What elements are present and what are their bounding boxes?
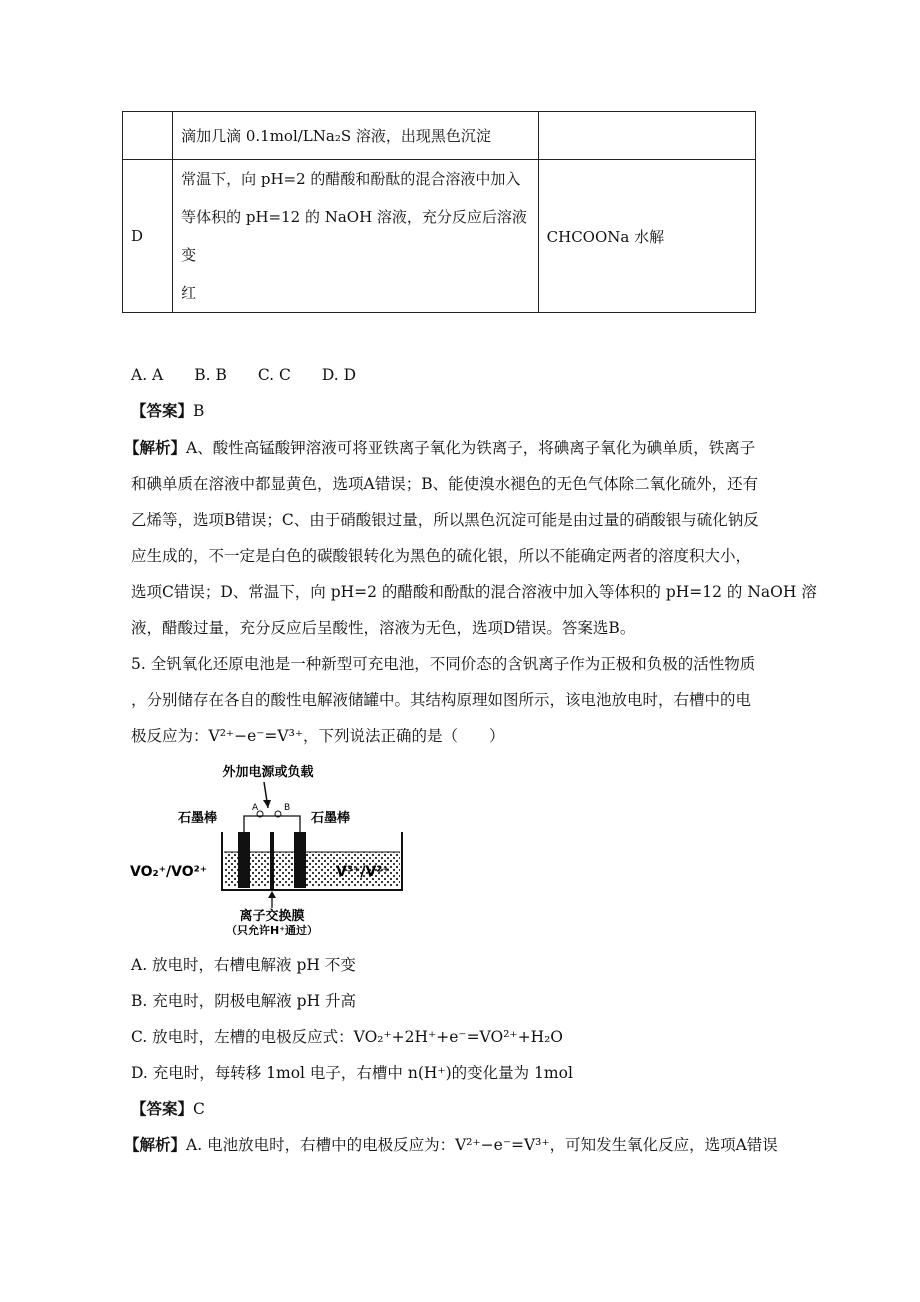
q5-option-c: C. 放电时，左槽的电极反应式：VO₂⁺+2H⁺+e⁻=VO²⁺+H₂O	[131, 1028, 564, 1046]
battery-diagram	[128, 760, 408, 935]
left-rod-label: 石墨棒	[178, 811, 218, 826]
q4-analysis-line: 【解析】A、酸性高锰酸钾溶液可将亚铁离子氧化为铁离子，将碘离子氧化为碘单质，铁离子	[124, 438, 756, 457]
operation-line: 常温下，向 pH=2 的醋酸和酚酞的混合溶液中加入	[181, 170, 521, 188]
q5-stem-line: 5. 全钒氧化还原电池是一种新型可充电池，不同价态的含钒离子作为正极和负极的活性物质	[131, 655, 756, 673]
answer-value: C	[193, 1100, 205, 1118]
right-rod-label: 石墨棒	[311, 811, 351, 826]
q5-option-a: A. 放电时，右槽电解液 pH 不变	[131, 956, 356, 974]
q4-analysis-line: 乙烯等，选项B错误；C、由于硝酸银过量，所以黑色沉淀可能是由过量的硝酸银与硫化钠反	[131, 511, 759, 529]
right-ion-pair: V³⁺/V²⁺	[336, 864, 390, 880]
q5-stem-line: 极反应为：V²⁺−e⁻=V³⁺，下列说法正确的是（ ）	[131, 727, 505, 745]
operation-line: 红	[181, 284, 197, 302]
row-label	[123, 112, 173, 160]
q4-answer	[131, 401, 204, 421]
power-source-label: 外加电源或负载	[222, 765, 314, 780]
operation-cell: 滴加几滴 0.1mol/LNa₂S 溶液，出现黑色沉淀	[173, 112, 539, 160]
ion-exchange-membrane	[270, 832, 274, 890]
q5-stem-line: ，分别储存在各自的酸性电解液储罐中。其结构原理如图所示，该电池放电时，右槽中的电	[131, 691, 752, 709]
q5-option-b: B. 充电时，阴极电解液 pH 升高	[131, 992, 357, 1010]
analysis-label: 【解析】	[124, 438, 187, 457]
table-row	[123, 112, 756, 160]
operation-cell	[173, 160, 539, 313]
conclusion-cell: CHCOONa 水解	[538, 160, 755, 313]
table-row	[123, 160, 756, 313]
arrow-head-icon	[263, 800, 271, 808]
q5-option-d: D. 充电时，每转移 1mol 电子，右槽中 n(H⁺)的变化量为 1mol	[131, 1064, 573, 1082]
q4-analysis-line: 液，醋酸过量，充分反应后呈酸性，溶液为无色，选项D错误。答案选B。	[131, 619, 636, 637]
q4-options: A. A B. B C. C D. D	[131, 366, 357, 384]
q4-analysis-line: 和碘单质在溶液中都显黄色，选项A错误；B、能使溴水褪色的无色气体除二氧化硫外，还有	[131, 475, 759, 493]
q5-analysis-line: 【解析】A. 电池放电时，右槽中的电极反应为：V²⁺−e⁻=V³⁺，可知发生氧化反应，选项A错误	[124, 1135, 778, 1154]
analysis-label: 【解析】	[124, 1135, 187, 1154]
left-ion-pair: VO₂⁺/VO²⁺	[130, 864, 208, 880]
q4-analysis-line: 选项C错误；D、常温下，向 pH=2 的醋酸和酚酞的混合溶液中加入等体积的 pH=12 的 NaOH 溶	[131, 583, 817, 601]
answer-label: 【答案】	[131, 1099, 194, 1118]
operation-line: 等体积的 pH=12 的 NaOH 溶液，充分反应后溶液变	[181, 208, 527, 264]
pointer-arrow-icon	[268, 891, 276, 898]
left-graphite-rod	[238, 832, 250, 888]
q4-analysis-line: 应生成的，不一定是白色的碳酸银转化为黑色的硫化银，所以不能确定两者的溶度积大小，	[131, 547, 752, 565]
membrane-label: 离子交换膜	[239, 909, 305, 924]
q5-answer	[131, 1099, 205, 1119]
battery-diagram-svg	[128, 760, 408, 935]
experiment-table	[122, 111, 756, 313]
terminal-b-label: B	[284, 803, 291, 813]
right-graphite-rod	[294, 832, 306, 888]
answer-label: 【答案】	[131, 401, 194, 420]
membrane-note: （只允许H⁺通过）	[225, 924, 319, 935]
terminal-a-label: A	[252, 803, 259, 813]
answer-value: B	[193, 402, 205, 420]
row-label: D	[123, 160, 173, 313]
conclusion-cell	[538, 112, 755, 160]
